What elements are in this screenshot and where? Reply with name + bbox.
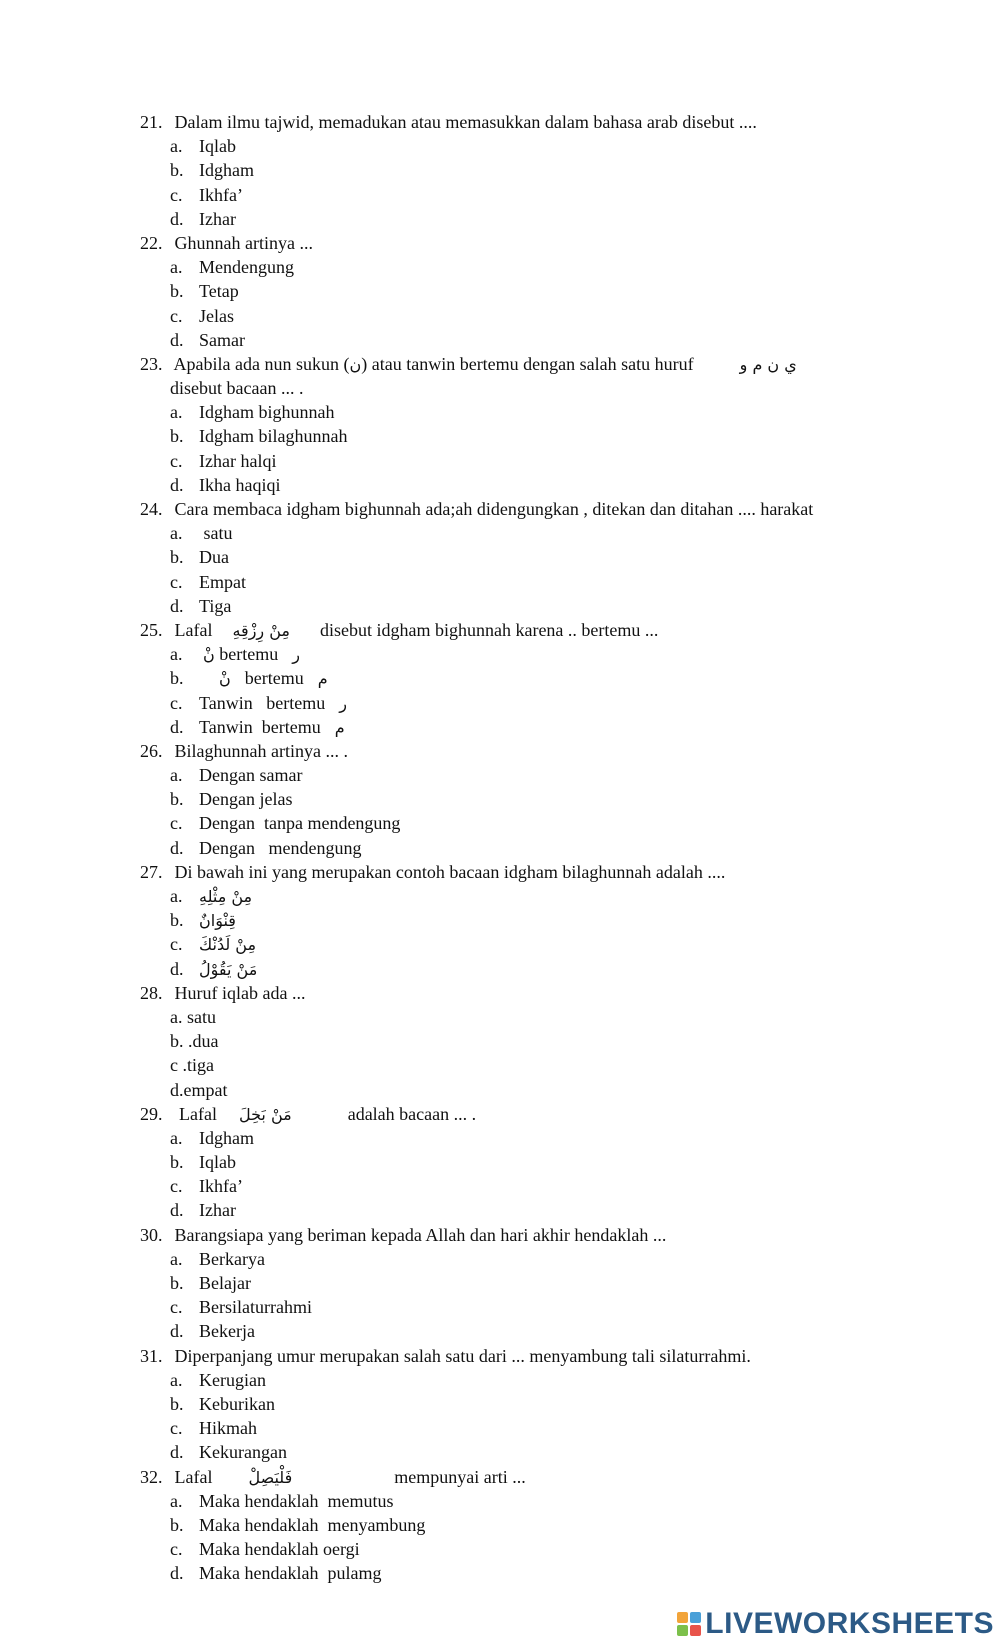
option-a[interactable]: a. satu	[170, 523, 233, 544]
option-c[interactable]: c. Maka hendaklah oergi	[170, 1539, 360, 1560]
option-d[interactable]: d. Tiga	[170, 595, 232, 616]
option-d[interactable]: d. Dengan mendengung	[170, 837, 362, 858]
option-a[interactable]: a. Dengan samar	[170, 765, 303, 786]
liveworksheets-footer[interactable]	[677, 1605, 994, 1643]
option-b[interactable]: b. Dengan jelas	[170, 789, 293, 810]
option-b[interactable]: b. Idgham	[170, 160, 254, 181]
option-b[interactable]: b. Keburikan	[170, 1393, 275, 1414]
option-c[interactable]: c. Bersilaturrahmi	[170, 1297, 312, 1318]
option-b[interactable]: b. Dua	[170, 547, 229, 568]
option-b[interactable]: b. .dua	[170, 1031, 219, 1052]
question-28	[0, 981, 1000, 1102]
option-d[interactable]: d. Ikha haqiqi	[170, 474, 281, 495]
option-a[interactable]: a. مِنْ مِثْلِهِ	[170, 886, 253, 906]
option-c[interactable]: c. Empat	[170, 571, 246, 592]
option-b[interactable]: b. Idgham bilaghunnah	[170, 426, 348, 447]
option-a[interactable]: a. Idgham	[170, 1127, 254, 1148]
question-number: 32.	[140, 1466, 163, 1487]
option-a[interactable]: a. نْ bertemu ر	[170, 644, 300, 665]
option-c[interactable]: c. Hikmah	[170, 1418, 257, 1439]
option-a[interactable]: a. Kerugian	[170, 1369, 266, 1390]
question-text: Barangsiapa yang beriman kepada Allah dan hari akhir hendaklah ...	[174, 1224, 667, 1245]
question-text: Diperpanjang umur merupakan salah satu dari ... menyambung tali silaturrahmi.	[174, 1345, 751, 1366]
question-29	[0, 1102, 1000, 1223]
question-text-2: adalah bacaan ... .	[347, 1103, 477, 1124]
option-c[interactable]: c. Jelas	[170, 305, 234, 326]
question-24	[0, 497, 1000, 618]
question-text: Lafal	[174, 1103, 217, 1124]
option-c[interactable]: c. Ikhfa’	[170, 184, 243, 205]
option-d[interactable]: d. Kekurangan	[170, 1442, 287, 1463]
question-25	[0, 618, 1000, 739]
question-text-2: disebut idgham bighunnah karena .. bertemu ...	[319, 619, 659, 640]
question-number: 27.	[140, 861, 163, 882]
option-c[interactable]: c .tiga	[170, 1055, 214, 1076]
option-b[interactable]: b. Iqlab	[170, 1152, 236, 1173]
option-d[interactable]: d.empat	[170, 1079, 228, 1100]
option-c[interactable]: c. Dengan tanpa mendengung	[170, 813, 401, 834]
option-a[interactable]: a. Iqlab	[170, 136, 236, 157]
option-d[interactable]: d. مَنْ يَقُوْلُ	[170, 958, 258, 979]
option-c[interactable]: c. Tanwin bertemu ر	[170, 692, 347, 713]
option-a[interactable]: a. satu	[170, 1006, 216, 1027]
question-text: Apabila ada nun sukun (	[173, 353, 350, 374]
question-text: Huruf iqlab ada ...	[174, 982, 306, 1003]
question-number: 26.	[140, 740, 163, 761]
question-continuation: disebut bacaan ... .	[170, 378, 304, 399]
question-32	[0, 1465, 1000, 1586]
option-a[interactable]: a. Maka hendaklah memutus	[170, 1490, 394, 1511]
option-a[interactable]: a. Berkarya	[170, 1248, 265, 1269]
option-a[interactable]: a. Mendengung	[170, 257, 294, 278]
question-number: 24.	[140, 499, 163, 519]
brand-name: LIVEWORKSHEETS	[705, 1607, 994, 1640]
question-text: Dalam ilmu tajwid, memadukan atau memasukkan dalam bahasa arab disebut ....	[174, 112, 757, 132]
question-21	[0, 110, 1000, 231]
option-b[interactable]: b. Maka hendaklah menyambung	[170, 1514, 426, 1535]
question-26	[0, 739, 1000, 860]
option-b[interactable]: b. Tetap	[170, 281, 239, 302]
arabic-word: مِنْ رِزْقِهِ	[232, 620, 290, 640]
option-d[interactable]: d. Izhar	[170, 1200, 236, 1221]
arabic-word: مَنْ بَخِلَ	[238, 1104, 292, 1124]
option-d[interactable]: d. Maka hendaklah pulamg	[170, 1563, 382, 1584]
option-b[interactable]: b. نْ bertemu م	[170, 668, 328, 689]
question-number: 31.	[140, 1345, 163, 1366]
question-22	[0, 231, 1000, 352]
arabic-letters: ي ن م و	[739, 354, 797, 374]
option-b[interactable]: b. Belajar	[170, 1273, 251, 1293]
option-c[interactable]: c. Izhar halqi	[170, 450, 277, 471]
question-text: Lafal	[174, 619, 213, 640]
question-number: 25.	[140, 619, 163, 640]
option-d[interactable]: d. Tanwin bertemu م	[170, 716, 345, 737]
question-number: 29.	[140, 1103, 163, 1124]
worksheet	[0, 110, 1000, 1585]
arabic-word: فَلْيَصِلْ	[248, 1467, 293, 1487]
option-d[interactable]: d. Izhar	[170, 208, 236, 229]
question-30	[0, 1223, 1000, 1344]
arabic-letter: ن	[349, 354, 362, 374]
question-text: Cara membaca idgham bighunnah ada;ah didengungkan , ditekan dan ditahan .... harakat	[174, 499, 814, 519]
question-text: Lafal	[174, 1466, 213, 1487]
option-a[interactable]: a. Idgham bighunnah	[170, 402, 335, 423]
question-text-2: ) atau tanwin bertemu dengan salah satu huruf	[361, 353, 694, 374]
question-number: 23.	[140, 353, 163, 374]
question-number: 22.	[140, 232, 163, 253]
question-number: 21.	[140, 112, 163, 132]
question-number: 28.	[140, 982, 163, 1003]
question-number: 30.	[140, 1224, 163, 1245]
option-c[interactable]: c. Ikhfa’	[170, 1176, 243, 1197]
option-d[interactable]: d. Samar	[170, 329, 245, 350]
question-31	[0, 1344, 1000, 1465]
option-b[interactable]: b. قِنْوَانٌ	[170, 910, 236, 931]
option-d[interactable]: d. Bekerja	[170, 1321, 255, 1342]
question-27	[0, 860, 1000, 981]
question-23	[0, 352, 1000, 497]
question-text: Ghunnah artinya ...	[174, 232, 313, 253]
question-text-2: mempunyai arti ...	[394, 1466, 526, 1487]
question-text: Bilaghunnah artinya ... .	[174, 740, 348, 761]
liveworksheets-logo-icon	[677, 1612, 701, 1636]
option-c[interactable]: c. مِنْ لَدُنْكَ	[170, 934, 257, 955]
question-text: Di bawah ini yang merupakan contoh bacaan idgham bilaghunnah adalah ....	[174, 861, 726, 882]
